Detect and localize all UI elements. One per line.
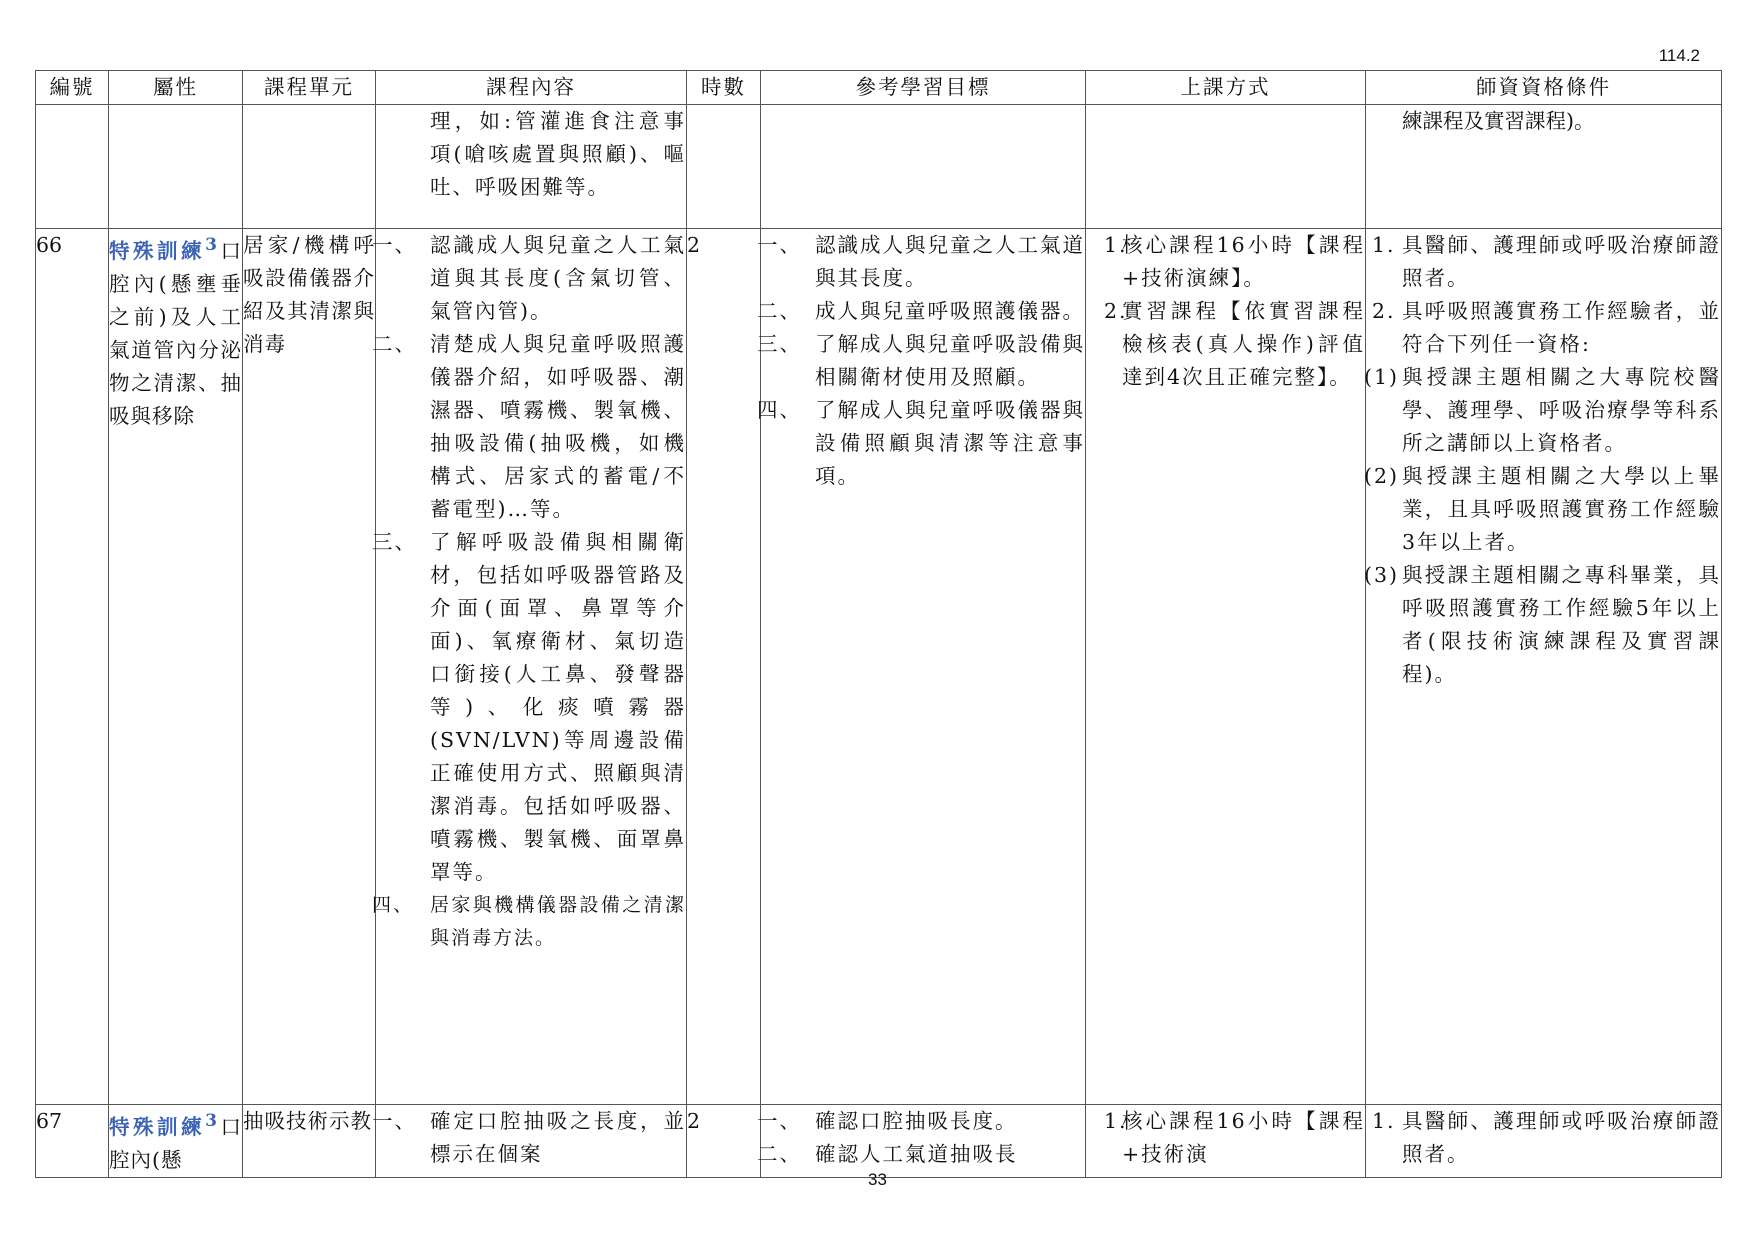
table-row-continued bbox=[36, 105, 1722, 229]
content-item: 一、 認識成人與兒童之人工氣道與其長度(含氣切管、氣管內管)。 bbox=[372, 233, 686, 323]
attribute-footnote: 3 bbox=[205, 235, 218, 255]
cell-qualifications bbox=[1366, 229, 1722, 1105]
qualification-item: 1. 具醫師、護理師或呼吸治療師證照者。 bbox=[1372, 1109, 1721, 1166]
course-table bbox=[35, 70, 1722, 1178]
attribute-text: 口腔內(懸 bbox=[109, 1114, 243, 1172]
page-version: 114.2 bbox=[1658, 46, 1700, 65]
attribute-label: 特殊訓練 bbox=[109, 1114, 206, 1139]
qualification-continued-text: 練課程及實習課程)。 bbox=[1402, 109, 1595, 133]
cell-method bbox=[1086, 105, 1366, 229]
cell-objectives bbox=[757, 229, 1086, 1105]
cell-qualifications bbox=[1366, 1105, 1722, 1178]
qualification-item: (1) 與授課主題相關之大專院校醫學、護理學、呼吸治療學等科系所之講師以上資格者。 bbox=[1364, 365, 1721, 455]
table-row-66 bbox=[36, 229, 1722, 1105]
objective-item: 四、 了解成人與兒童呼吸儀器與設備照顧與清潔等注意事項。 bbox=[757, 398, 1085, 488]
cell-hours: 2 bbox=[687, 229, 761, 1105]
header-number: 編號 bbox=[36, 71, 109, 105]
attribute-label: 特殊訓練 bbox=[109, 238, 206, 263]
header-qualifications: 師資資格條件 bbox=[1366, 71, 1722, 105]
cell-number bbox=[36, 105, 109, 229]
cell-number: 67 bbox=[36, 1105, 109, 1178]
header-unit: 課程單元 bbox=[243, 71, 376, 105]
cell-content bbox=[372, 229, 687, 1105]
objective-item: 一、 認識成人與兒童之人工氣道與其長度。 bbox=[757, 233, 1085, 290]
cell-content bbox=[372, 1105, 687, 1178]
cell-hours: 2 bbox=[687, 1105, 761, 1178]
cell-hours bbox=[687, 105, 761, 229]
attribute-footnote: 3 bbox=[205, 1111, 218, 1131]
objective-item: 二、 確認人工氣道抽吸長 bbox=[757, 1142, 1018, 1166]
attribute-text: 口腔內(懸壅垂之前)及人工氣道管內分泌物之清潔、抽吸與移除 bbox=[109, 238, 243, 428]
cell-unit bbox=[243, 105, 376, 229]
method-item: 2. 實習課程【依實習課程檢核表(真人操作)評值達到4次且正確完整】。 bbox=[1104, 299, 1365, 389]
cell-attribute bbox=[109, 105, 243, 229]
qualification-item: 2. 具呼吸照護實務工作經驗者，並符合下列任一資格: bbox=[1372, 299, 1721, 356]
cell-unit: 抽吸技術示教 bbox=[243, 1105, 376, 1178]
objective-item: 一、 確認口腔抽吸長度。 bbox=[757, 1109, 1018, 1133]
cell-objectives bbox=[761, 105, 1086, 229]
method-item: 1. 核心課程16小時【課程+技術演練】。 bbox=[1104, 233, 1365, 290]
content-continued-text: 理，如:管灌進食注意事項(嗆咳處置與照顧)、嘔吐、呼吸困難等。 bbox=[430, 109, 686, 199]
content-item: 二、 清楚成人與兒童呼吸照護儀器介紹，如呼吸器、潮濕器、噴霧機、製氧機、抽吸設備(抽吸機，如機構式、居家式的蓄電/不蓄電型)…等。 bbox=[372, 332, 686, 521]
header-method: 上課方式 bbox=[1086, 71, 1366, 105]
cell-method bbox=[1086, 229, 1366, 1105]
content-item: 四、 居家與機構儀器設備之清潔與消毒方法。 bbox=[372, 894, 686, 949]
header-attribute: 屬性 bbox=[109, 71, 243, 105]
header-hours: 時數 bbox=[687, 71, 761, 105]
cell-qualifications bbox=[1366, 105, 1722, 229]
cell-number: 66 bbox=[36, 229, 109, 1105]
qualification-item: (2) 與授課主題相關之大學以上畢業，且具呼吸照護實務工作經驗3年以上者。 bbox=[1364, 464, 1721, 554]
content-item: 三、 了解呼吸設備與相關衛材，包括如呼吸器管路及介面(面罩、鼻罩等介面)、氧療衛材、氣切造口銜接(人工鼻、發聲器等)、化痰噴霧器(SVN/LVN)等周邊設備正確使用方式、照顧與清潔消毒。包括如呼吸器、噴霧機、製氧機、面罩鼻罩等。 bbox=[372, 530, 686, 884]
cell-unit: 居家/機構呼吸設備儀器介紹及其清潔與消毒 bbox=[243, 229, 376, 1105]
header-row bbox=[36, 71, 1722, 105]
qualification-item: 1. 具醫師、護理師或呼吸治療師證照者。 bbox=[1372, 233, 1721, 290]
cell-method bbox=[1086, 1105, 1366, 1178]
table-row-67 bbox=[36, 1105, 1722, 1178]
qualification-item: (3) 與授課主題相關之專科畢業，具呼吸照護實務工作經驗5年以上者(限技術演練課程及實習課程)。 bbox=[1364, 563, 1721, 686]
content-item: 一、 確定口腔抽吸之長度，並標示在個案 bbox=[372, 1109, 686, 1166]
header-objectives: 參考學習目標 bbox=[761, 71, 1086, 105]
page-number: 33 bbox=[868, 1170, 887, 1189]
objective-item: 二、 成人與兒童呼吸照護儀器。 bbox=[757, 299, 1085, 323]
header-content: 課程內容 bbox=[376, 71, 687, 105]
objective-item: 三、 了解成人與兒童呼吸設備與相關衛材使用及照顧。 bbox=[757, 332, 1085, 389]
cell-content bbox=[376, 105, 687, 229]
cell-attribute bbox=[109, 1105, 243, 1178]
cell-attribute bbox=[109, 229, 243, 1105]
method-item: 1. 核心課程16小時【課程+技術演 bbox=[1104, 1109, 1365, 1166]
cell-objectives bbox=[757, 1105, 1086, 1178]
